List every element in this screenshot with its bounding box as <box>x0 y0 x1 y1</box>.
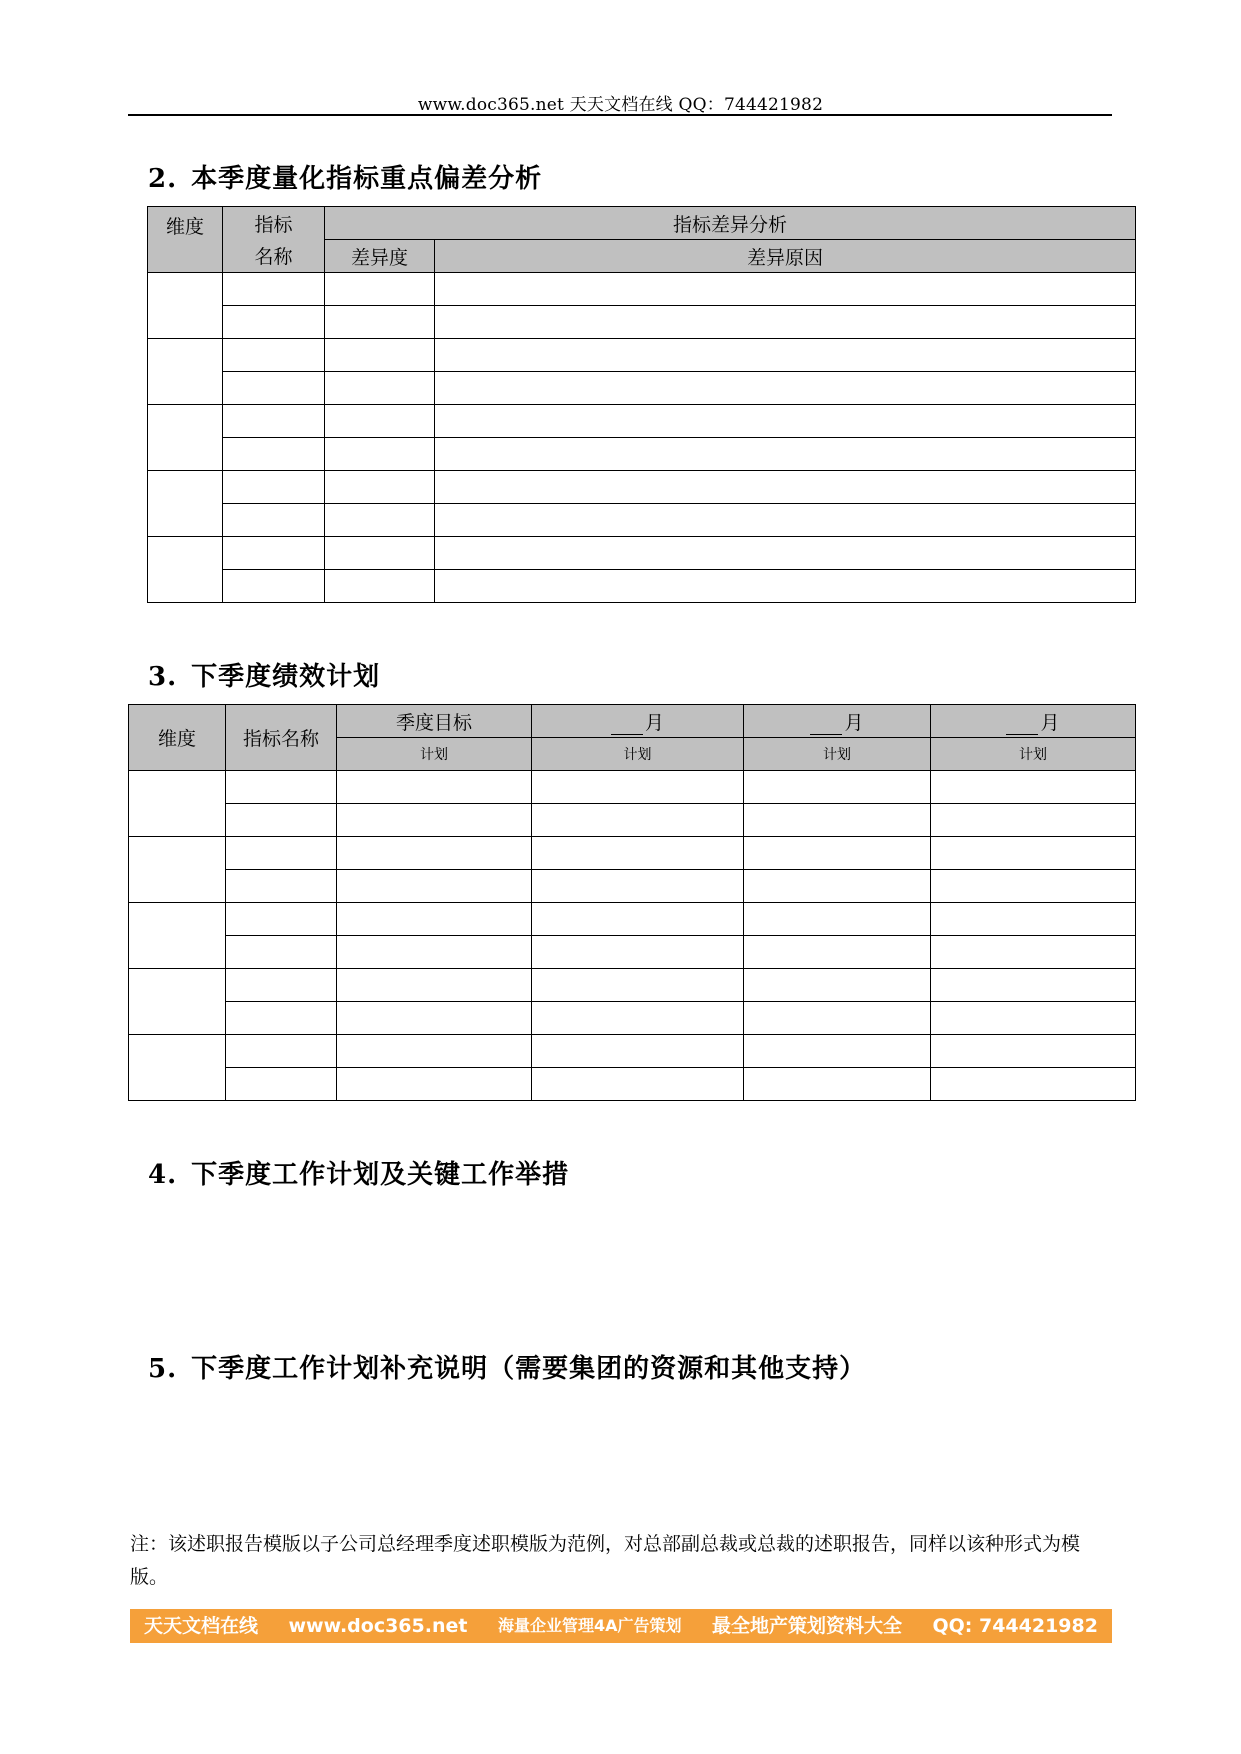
indicator-cell[interactable] <box>226 837 337 870</box>
header-plan: 计划 <box>744 738 931 771</box>
target-cell[interactable] <box>337 1002 532 1035</box>
reason-cell[interactable] <box>435 405 1136 438</box>
banner-url[interactable]: www.doc365.net <box>288 1615 468 1637</box>
section-5-title-text: 下季度工作计划补充说明（需要集团的资源和其他支持） <box>191 1354 867 1384</box>
indicator-cell[interactable] <box>226 936 337 969</box>
banner-site-name: 天天文档在线 <box>144 1615 259 1637</box>
variance-analysis-table <box>147 206 1136 603</box>
dimension-cell[interactable] <box>148 339 223 405</box>
dimension-cell[interactable] <box>148 405 223 471</box>
footer-banner[interactable] <box>130 1609 1112 1643</box>
dimension-cell[interactable] <box>148 471 223 537</box>
month-plan-cell[interactable] <box>931 870 1136 903</box>
month-plan-cell[interactable] <box>532 969 744 1002</box>
section-3-title-text: 下季度绩效计划 <box>191 662 381 692</box>
target-cell[interactable] <box>337 804 532 837</box>
dimension-cell[interactable] <box>129 969 226 1035</box>
indicator-cell[interactable] <box>223 504 325 537</box>
header-month-2: 月 <box>744 705 931 738</box>
month-plan-cell[interactable] <box>931 936 1136 969</box>
section-3-title <box>148 656 380 693</box>
indicator-cell[interactable] <box>223 405 325 438</box>
month-plan-cell[interactable] <box>532 1035 744 1068</box>
indicator-cell[interactable] <box>223 306 325 339</box>
indicator-cell[interactable] <box>226 1035 337 1068</box>
variance-cell[interactable] <box>325 372 435 405</box>
month-plan-cell[interactable] <box>744 969 931 1002</box>
section-2-title <box>148 158 542 195</box>
month-plan-cell[interactable] <box>744 1002 931 1035</box>
dimension-cell[interactable] <box>148 537 223 603</box>
month-plan-cell[interactable] <box>931 1035 1136 1068</box>
section-4-title <box>148 1154 569 1191</box>
indicator-cell[interactable] <box>226 1002 337 1035</box>
month-plan-cell[interactable] <box>744 1035 931 1068</box>
month-plan-cell[interactable] <box>744 804 931 837</box>
reason-cell[interactable] <box>435 537 1136 570</box>
section-5-title <box>148 1348 866 1385</box>
dimension-cell[interactable] <box>129 1035 226 1101</box>
indicator-cell[interactable] <box>223 339 325 372</box>
header-quarter-target: 季度目标 <box>337 705 532 738</box>
dimension-cell[interactable] <box>148 273 223 339</box>
month-plan-cell[interactable] <box>931 903 1136 936</box>
month-plan-cell[interactable] <box>744 837 931 870</box>
indicator-cell[interactable] <box>223 537 325 570</box>
month-plan-cell[interactable] <box>931 969 1136 1002</box>
month-plan-cell[interactable] <box>532 936 744 969</box>
performance-plan-table <box>128 704 1136 1101</box>
target-cell[interactable] <box>337 969 532 1002</box>
header-variance: 差异度 <box>325 240 435 273</box>
section-5-number: 5. <box>148 1354 178 1384</box>
variance-cell[interactable] <box>325 438 435 471</box>
month-plan-cell[interactable] <box>744 870 931 903</box>
month-blank-line <box>611 716 643 735</box>
indicator-cell[interactable] <box>226 1068 337 1101</box>
header-analysis: 指标差异分析 <box>325 207 1136 240</box>
footnote: 注：该述职报告模版以子公司总经理季度述职模版为范例，对总部副总裁或总裁的述职报告，同样以该种形式为模版。 <box>130 1533 1081 1588</box>
reason-cell[interactable] <box>435 339 1136 372</box>
indicator-cell[interactable] <box>226 771 337 804</box>
header-month-1: 月 <box>532 705 744 738</box>
month-plan-cell[interactable] <box>744 936 931 969</box>
variance-cell[interactable] <box>325 471 435 504</box>
header-plan: 计划 <box>532 738 744 771</box>
section-2-title-text: 本季度量化指标重点偏差分析 <box>191 164 543 194</box>
target-cell[interactable] <box>337 1068 532 1101</box>
reason-cell[interactable] <box>435 306 1136 339</box>
month-plan-cell[interactable] <box>931 771 1136 804</box>
section-2-number: 2. <box>148 164 178 194</box>
target-cell[interactable] <box>337 870 532 903</box>
header-indicator-line2: 名称 <box>223 240 325 273</box>
month-plan-cell[interactable] <box>931 1002 1136 1035</box>
variance-cell[interactable] <box>325 504 435 537</box>
target-cell[interactable] <box>337 1035 532 1068</box>
month-blank-line <box>1006 716 1038 735</box>
reason-cell[interactable] <box>435 438 1136 471</box>
indicator-cell[interactable] <box>226 804 337 837</box>
month-plan-cell[interactable] <box>744 771 931 804</box>
variance-cell[interactable] <box>325 273 435 306</box>
header-dimension: 维度 <box>129 705 226 771</box>
indicator-cell[interactable] <box>226 969 337 1002</box>
target-cell[interactable] <box>337 771 532 804</box>
month-plan-cell[interactable] <box>532 870 744 903</box>
month-blank-line <box>810 716 842 735</box>
month-plan-cell[interactable] <box>744 903 931 936</box>
month-plan-cell[interactable] <box>532 1002 744 1035</box>
variance-cell[interactable] <box>325 537 435 570</box>
banner-qq: QQ: 744421982 <box>932 1615 1098 1637</box>
month-plan-cell[interactable] <box>532 903 744 936</box>
indicator-cell[interactable] <box>223 438 325 471</box>
month-plan-cell[interactable] <box>931 804 1136 837</box>
target-cell[interactable] <box>337 903 532 936</box>
indicator-cell[interactable] <box>223 471 325 504</box>
section-4-number: 4. <box>148 1160 178 1190</box>
dimension-cell[interactable] <box>129 837 226 903</box>
month-plan-cell[interactable] <box>532 771 744 804</box>
dimension-cell[interactable] <box>129 771 226 837</box>
banner-slogan-1: 海量企业管理4A广告策划 <box>497 1616 682 1635</box>
header-month-3: 月 <box>931 705 1136 738</box>
month-plan-cell[interactable] <box>931 837 1136 870</box>
banner-slogan-2: 最全地产策划资料大全 <box>711 1615 902 1637</box>
month-plan-cell[interactable] <box>532 1068 744 1101</box>
month-plan-cell[interactable] <box>532 804 744 837</box>
target-cell[interactable] <box>337 837 532 870</box>
month-plan-cell[interactable] <box>744 1068 931 1101</box>
reason-cell[interactable] <box>435 570 1136 603</box>
reason-cell[interactable] <box>435 504 1136 537</box>
variance-cell[interactable] <box>325 339 435 372</box>
indicator-cell[interactable] <box>223 570 325 603</box>
header-plan: 计划 <box>931 738 1136 771</box>
variance-cell[interactable] <box>325 306 435 339</box>
header-indicator-line1: 指标 <box>223 207 325 240</box>
section-3-number: 3. <box>148 662 178 692</box>
variance-cell[interactable] <box>325 405 435 438</box>
header-rule <box>128 114 1112 116</box>
indicator-cell[interactable] <box>223 273 325 306</box>
section-4-title-text: 下季度工作计划及关键工作举措 <box>191 1160 570 1190</box>
header-plan: 计划 <box>337 738 532 771</box>
reason-cell[interactable] <box>435 471 1136 504</box>
month-plan-cell[interactable] <box>532 837 744 870</box>
indicator-cell[interactable] <box>223 372 325 405</box>
header-reason: 差异原因 <box>435 240 1136 273</box>
reason-cell[interactable] <box>435 273 1136 306</box>
header-dimension: 维度 <box>148 207 223 273</box>
dimension-cell[interactable] <box>129 903 226 969</box>
month-plan-cell[interactable] <box>931 1068 1136 1101</box>
header-indicator: 指标名称 <box>226 705 337 771</box>
indicator-cell[interactable] <box>226 870 337 903</box>
indicator-cell[interactable] <box>226 903 337 936</box>
page-header: www.doc365.net 天天文档在线 QQ：744421982 <box>417 95 824 115</box>
target-cell[interactable] <box>337 936 532 969</box>
reason-cell[interactable] <box>435 372 1136 405</box>
variance-cell[interactable] <box>325 570 435 603</box>
